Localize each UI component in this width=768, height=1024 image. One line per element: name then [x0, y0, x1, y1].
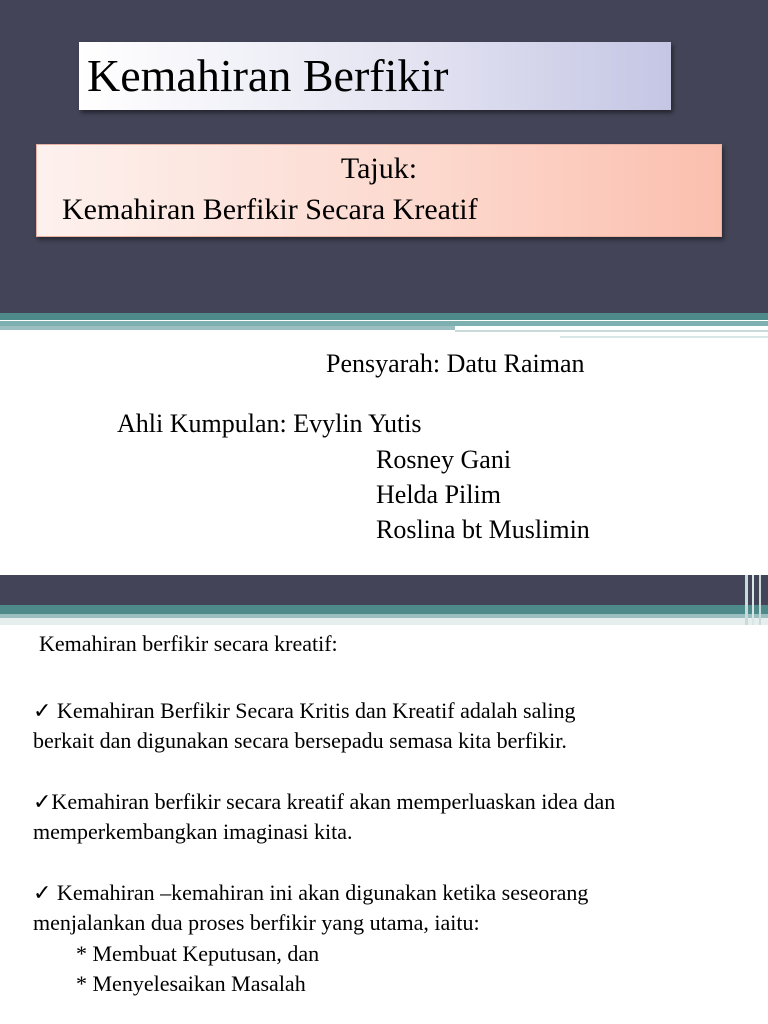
- section-heading: Kemahiran berfikir secara kreatif:: [39, 631, 338, 656]
- slide-header-band: [0, 575, 768, 605]
- topic-label: Tajuk:: [340, 152, 418, 185]
- member-name: Roslina bt Muslimin: [376, 515, 590, 544]
- slide-2: [0, 575, 768, 1024]
- slide-title: Kemahiran Berfikir: [87, 50, 449, 101]
- teal-stripe: [0, 605, 768, 614]
- members-label: Ahli Kumpulan: Evylin Yutis: [117, 409, 422, 438]
- bullet-point: ✓ Kemahiran –kemahiran ini akan digunakan ketika seseorang: [33, 880, 589, 905]
- topic-box: [36, 144, 722, 237]
- member-name: Helda Pilim: [376, 480, 501, 509]
- sub-point: * Membuat Keputusan, dan: [76, 941, 320, 966]
- line-accent: [759, 575, 761, 625]
- bullet-point: ✓Kemahiran berfikir secara kreatif akan memperluaskan idea dan: [33, 789, 616, 814]
- sub-point: * Menyelesaikan Masalah: [76, 971, 306, 996]
- topic-title: Kemahiran Berfikir Secara Kreatif: [62, 193, 478, 226]
- line-accent: [0, 618, 768, 625]
- line-accent: [0, 326, 455, 330]
- bullet-point-continuation: berkait dan digunakan secara bersepadu semasa kita berfikir.: [33, 728, 567, 753]
- lecturer-text: Pensyarah: Datu Raiman: [326, 349, 585, 378]
- line-accent: [560, 336, 768, 338]
- bullet-point-continuation: memperkembangkan imaginasi kita.: [33, 819, 353, 844]
- line-accent: [752, 575, 754, 625]
- bullet-point: ✓ Kemahiran Berfikir Secara Kritis dan Kreatif adalah saling: [33, 698, 576, 723]
- line-accent: [455, 330, 768, 332]
- title-box: [79, 42, 671, 110]
- bullet-point-continuation: menjalankan dua proses berfikir yang utama, iaitu:: [33, 910, 480, 935]
- line-accent: [745, 575, 748, 625]
- member-name: Rosney Gani: [376, 445, 512, 474]
- teal-stripe: [0, 313, 768, 320]
